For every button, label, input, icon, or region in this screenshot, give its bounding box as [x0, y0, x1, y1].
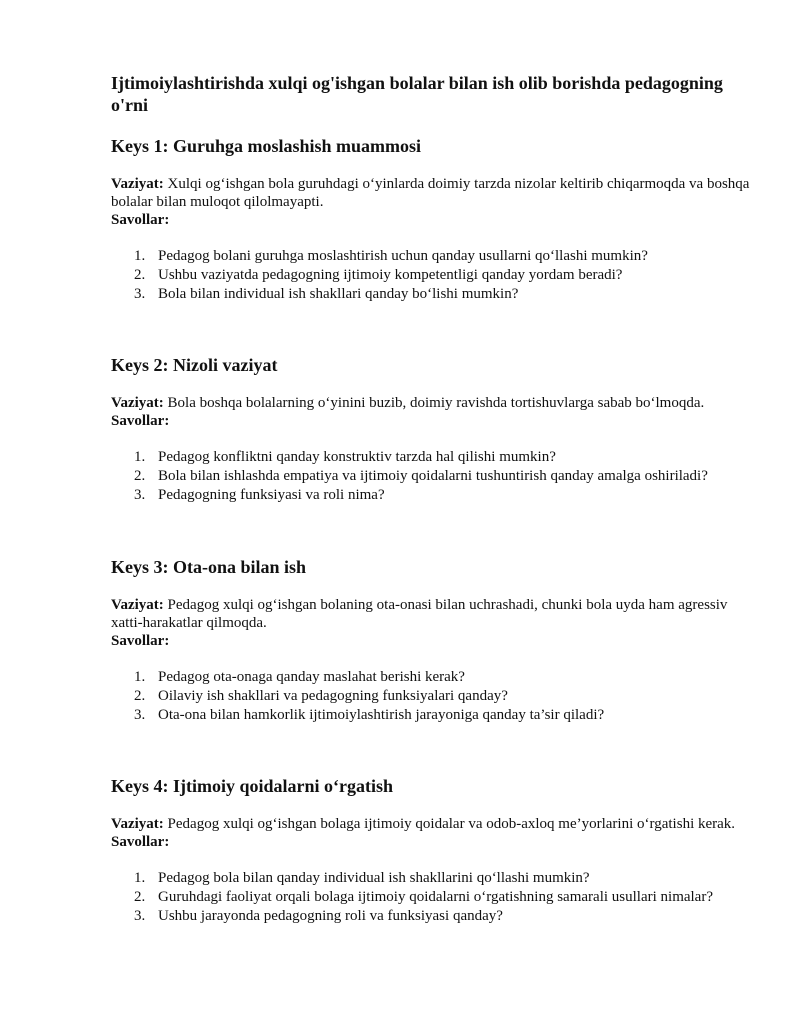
document-title: Ijtimoiylashtirishda xulqi og'ishgan bolalar bilan ish olib borishda pedagogning o'rni [111, 73, 723, 115]
questions-list [111, 247, 751, 304]
question-text: Pedagogning funksiyasi va roli nima? [158, 487, 385, 503]
situation-label: Vaziyat: [111, 816, 164, 832]
list-number: 3. [134, 487, 146, 503]
question-text: Bola bilan individual ish shakllari qanday bo‘lishi mumkin? [158, 286, 519, 302]
situation-label: Vaziyat: [111, 597, 164, 613]
list-number: 1. [134, 669, 146, 685]
case-situation [111, 815, 751, 833]
questions-label: Savollar: [111, 413, 170, 429]
situation-text: Pedagog xulqi og‘ishgan bolaga ijtimoiy qoidalar va odob-axloq me’yorlarini o‘rgatishi kerak. [163, 816, 736, 832]
questions-list [111, 668, 751, 725]
list-item [111, 467, 751, 486]
list-item [111, 448, 751, 467]
question-text: Ushbu vaziyatda pedagogning ijtimoiy kompetentligi qanday yordam beradi? [158, 267, 623, 283]
situation-label: Vaziyat: [111, 176, 164, 192]
case-title: Keys 3: Ota-ona bilan ish [111, 557, 307, 577]
list-number: 1. [134, 248, 146, 264]
case-3 [111, 556, 751, 725]
case-situation [111, 596, 751, 632]
case-title: Keys 4: Ijtimoiy qoidalarni o‘rgatish [111, 776, 393, 796]
questions-label: Savollar: [111, 212, 170, 228]
list-number: 3. [134, 286, 146, 302]
case-situation [111, 394, 751, 412]
list-number: 2. [134, 267, 146, 283]
list-item [111, 266, 751, 285]
questions-list [111, 869, 751, 926]
document-page [111, 72, 751, 924]
list-number: 2. [134, 688, 146, 704]
situation-text: Pedagog xulqi og‘ishgan bolaning ota-onasi bilan uchrashadi, chunki bola uyda ham agressiv xatti-harakatlar qilmoqda. [111, 597, 728, 631]
list-item [111, 285, 751, 304]
question-text: Ushbu jarayonda pedagogning roli va funksiyasi qanday? [158, 908, 503, 924]
question-text: Guruhdagi faoliyat orqali bolaga ijtimoiy qoidalarni o‘rgatishning samarali usullari nimalar? [158, 889, 713, 905]
list-item [111, 869, 751, 888]
question-text: Pedagog bolani guruhga moslashtirish uchun qanday usullarni qo‘llashi mumkin? [158, 248, 648, 264]
question-text: Bola bilan ishlashda empatiya va ijtimoiy qoidalarni tushuntirish qanday amalga oshiriladi? [158, 468, 708, 484]
question-text: Ota-ona bilan hamkorlik ijtimoiylashtirish jarayoniga qanday ta’sir qiladi? [158, 707, 605, 723]
case-4 [111, 775, 751, 926]
case-title: Keys 1: Guruhga moslashish muammosi [111, 136, 422, 156]
list-item [111, 706, 751, 725]
list-number: 1. [134, 449, 146, 465]
question-text: Oilaviy ish shakllari va pedagogning funksiyalari qanday? [158, 688, 508, 704]
list-number: 3. [134, 908, 146, 924]
questions-list [111, 448, 751, 505]
list-number: 2. [134, 468, 146, 484]
case-situation [111, 175, 751, 211]
case-2 [111, 354, 751, 505]
list-number: 1. [134, 870, 146, 886]
situation-text: Bola boshqa bolalarning o‘yinini buzib, doimiy ravishda tortishuvlarga sabab bo‘lmoqda. [163, 395, 705, 411]
list-item [111, 668, 751, 687]
questions-label: Savollar: [111, 834, 170, 850]
questions-label: Savollar: [111, 633, 170, 649]
case-1 [111, 135, 751, 304]
case-title: Keys 2: Nizoli vaziyat [111, 355, 278, 375]
list-item [111, 486, 751, 505]
question-text: Pedagog ota-onaga qanday maslahat berishi kerak? [158, 669, 465, 685]
list-number: 2. [134, 889, 146, 905]
list-item [111, 247, 751, 266]
list-item [111, 687, 751, 706]
list-item [111, 888, 751, 907]
situation-label: Vaziyat: [111, 395, 164, 411]
list-number: 3. [134, 707, 146, 723]
situation-text: Xulqi og‘ishgan bola guruhdagi o‘yinlarda doimiy tarzda nizolar keltirib chiqarmoqda va boshqa bolalar bilan muloqot qilolmayapti. [111, 176, 750, 210]
list-item [111, 907, 751, 926]
question-text: Pedagog bola bilan qanday individual ish shakllarini qo‘llashi mumkin? [158, 870, 590, 886]
question-text: Pedagog konfliktni qanday konstruktiv tarzda hal qilishi mumkin? [158, 449, 556, 465]
